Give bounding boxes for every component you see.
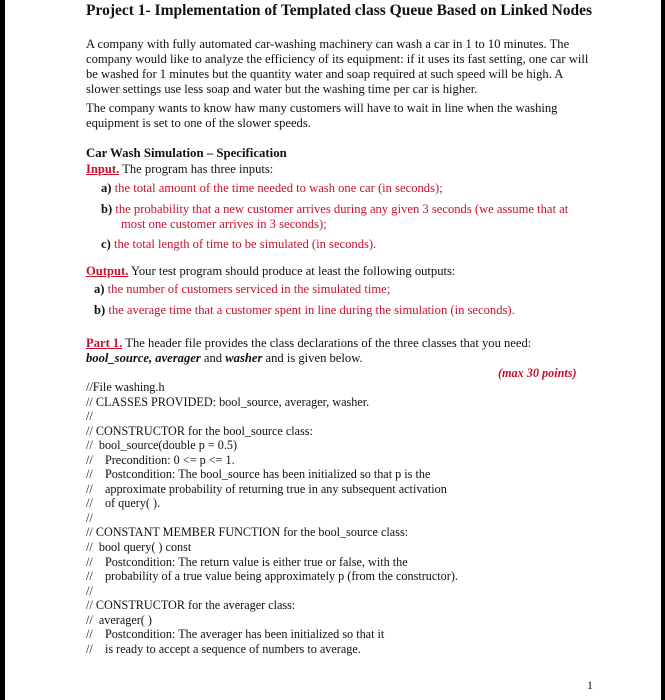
input-item-a-text: the total amount of the time needed to wash one car (in seconds);	[114, 181, 443, 195]
code-line: // Precondition: 0 <= p <= 1.	[86, 452, 235, 467]
code-line: //	[86, 409, 93, 424]
part1-and-word: and	[203, 351, 223, 365]
input-item-a-letter: a)	[101, 181, 112, 195]
input-item-c-letter: c)	[101, 237, 111, 251]
points-badge: (max 30 points)	[498, 366, 577, 380]
output-item-b-text: the average time that a customer spent in line during the simulation (in seconds).	[108, 303, 515, 317]
output-item-b-letter: b)	[94, 303, 106, 317]
code-line: // CONSTRUCTOR for the averager class:	[86, 598, 296, 613]
spec-title: Car Wash Simulation – Specification	[86, 146, 287, 160]
output-item-a-text: the number of customers serviced in the simulated time;	[107, 282, 391, 296]
code-listing	[86, 380, 458, 656]
class-name-bool-source: bool_source,	[86, 351, 153, 365]
part1-label: Part 1.	[86, 336, 123, 350]
code-line: // CONSTRUCTOR for the bool_source class:	[86, 423, 313, 438]
page-number: 1	[587, 678, 593, 692]
code-line: // probability of a true value being approximately p (from the constructor).	[86, 569, 458, 584]
output-item-a	[94, 282, 584, 297]
code-line: // CLASSES PROVIDED: bool_source, averager, washer.	[86, 394, 370, 409]
input-item-b-letter: b)	[101, 202, 113, 216]
code-line: // approximate probability of returning true in any subsequent activation	[86, 481, 447, 496]
code-line: // averager( )	[86, 612, 152, 627]
code-line: //	[86, 510, 93, 525]
intro-section	[86, 37, 591, 131]
output-item-a-letter: a)	[94, 282, 105, 296]
output-item-b	[94, 303, 594, 318]
part1-text: The header file provides the class declarations of the three classes that you need:	[125, 336, 532, 350]
input-label: Input.	[86, 162, 120, 176]
code-line: // bool query( ) const	[86, 540, 192, 555]
class-name-averager: averager	[155, 351, 201, 365]
code-line: //	[86, 583, 93, 598]
code-line: // Postcondition: The bool_source has been initialized so that p is the	[86, 467, 431, 482]
code-line: // CONSTANT MEMBER FUNCTION for the bool_source class:	[86, 525, 409, 540]
right-edge-bar	[661, 0, 665, 700]
code-line: //File washing.h	[86, 380, 165, 394]
input-item-b-text: the probability that a new customer arrives during any given 3 seconds (we assume that at most one customer arrives in 3 seconds);	[115, 202, 569, 231]
part1-classes-line	[86, 351, 363, 366]
output-heading	[86, 264, 455, 279]
output-label: Output.	[86, 264, 129, 278]
intro-paragraph-2: The company wants to know haw many customers will have to wait in line when the washing equipment is set to one of the slower speeds.	[86, 101, 558, 130]
code-line: // bool_source(double p = 0.5)	[86, 438, 238, 453]
intro-paragraph-1: A company with fully automated car-washing machinery can wash a car in 1 to 10 minutes. The company would like to analyze the efficiency of its equipment: if it uses its fast setting, one car will be washed for 1 minutes but the quantity water and soap required at such speed will be high. A slower settings use less soap and water but the washing time per car is higher.	[86, 37, 589, 96]
document-title: Project 1- Implementation of Templated class Queue Based on Linked Nodes	[86, 2, 593, 19]
output-text: Your test program should produce at least the following outputs:	[131, 264, 456, 278]
input-item-c	[101, 237, 581, 252]
code-line: // Postcondition: The return value is either true or false, with the	[86, 554, 408, 569]
left-edge-bar	[0, 0, 5, 700]
input-heading	[86, 162, 273, 177]
input-text: The program has three inputs:	[122, 162, 274, 176]
code-line: // of query( ).	[86, 496, 161, 511]
input-item-b	[101, 202, 593, 231]
class-name-washer: washer	[225, 351, 263, 365]
part1-tail: and is given below.	[265, 351, 363, 365]
code-line: // is ready to accept a sequence of numbers to average.	[86, 641, 361, 656]
code-line: // Postcondition: The averager has been initialized so that it	[86, 627, 385, 642]
part1-line	[86, 336, 531, 351]
input-item-c-text: the total length of time to be simulated (in seconds).	[113, 237, 377, 251]
input-item-a	[101, 181, 581, 196]
